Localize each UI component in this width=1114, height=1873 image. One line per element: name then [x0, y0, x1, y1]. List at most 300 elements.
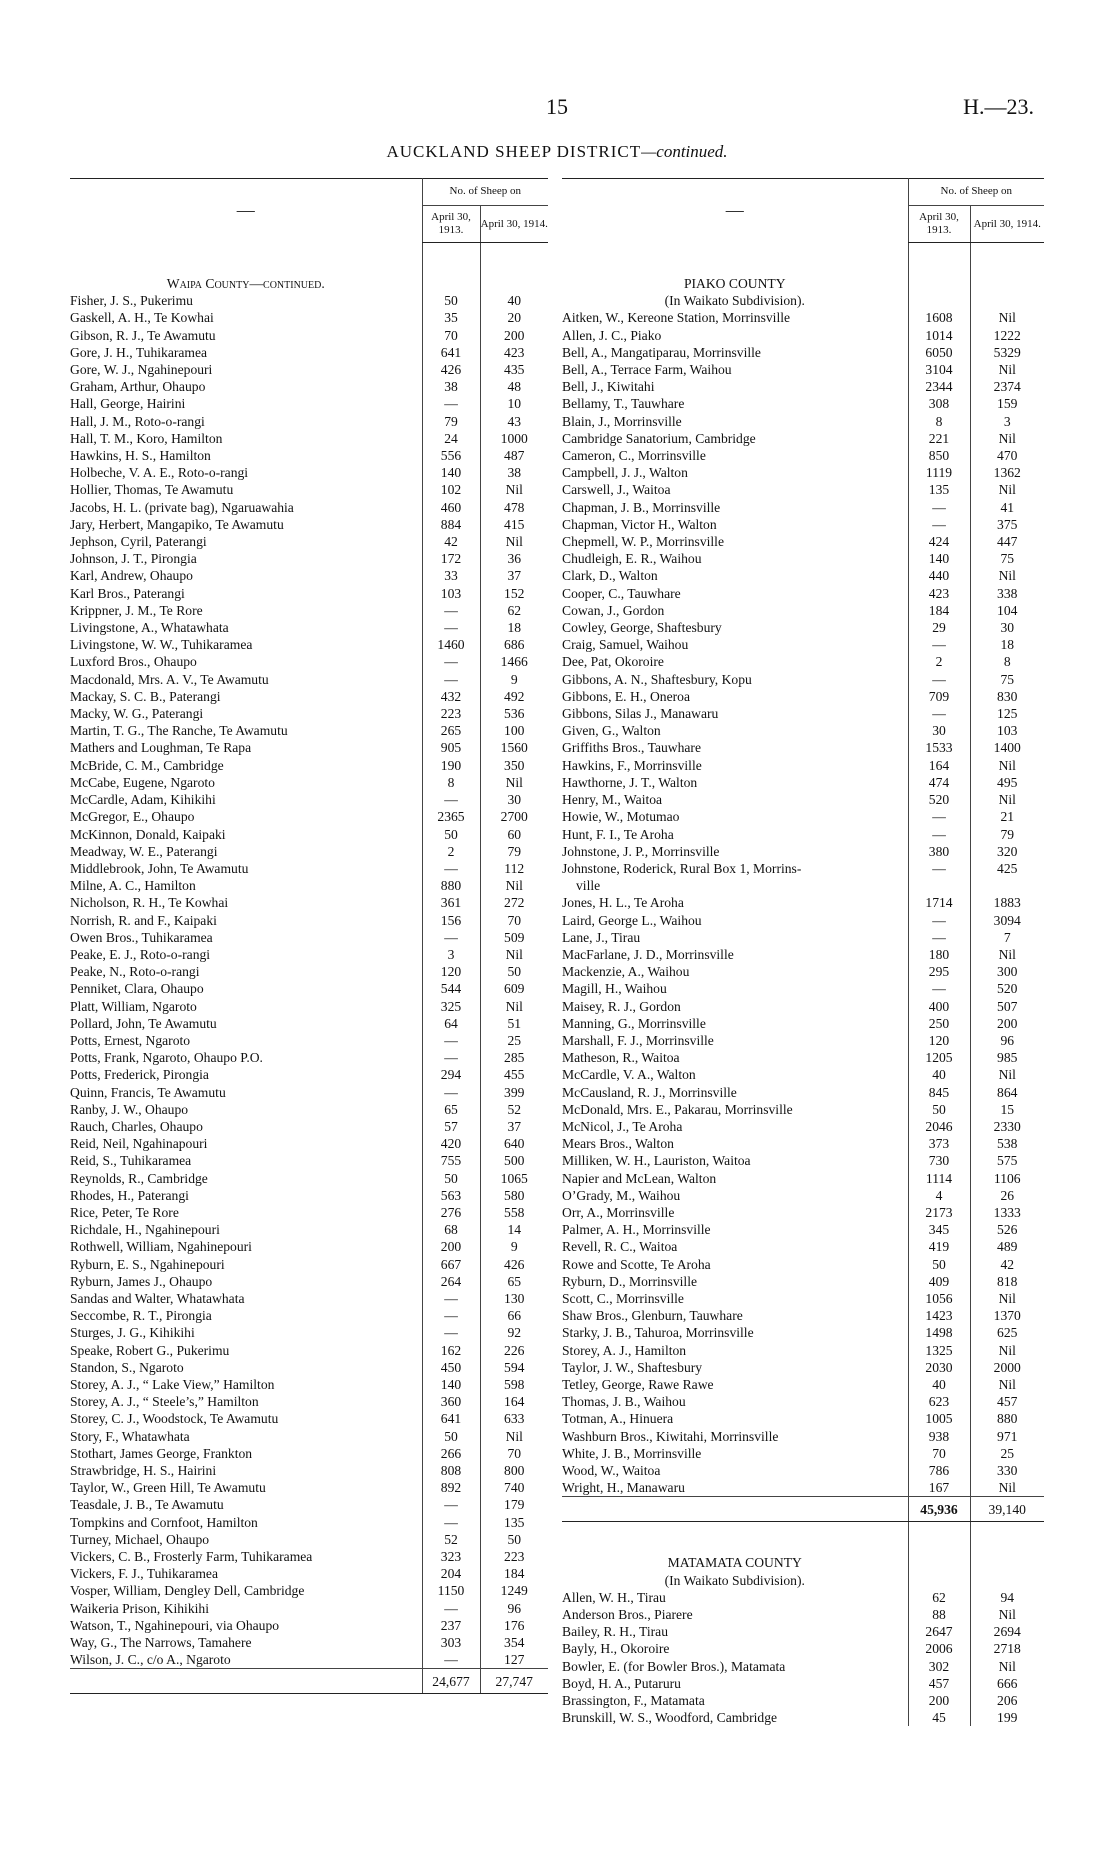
sheep-1913: 1460	[422, 636, 480, 653]
table-row	[70, 757, 548, 774]
sheep-1914: 880	[970, 1410, 1044, 1427]
table-row	[562, 1238, 1044, 1255]
table-row	[70, 1445, 548, 1462]
holder-name: Penniket, Clara, Ohaupo	[70, 981, 204, 997]
sheep-1913: 2006	[908, 1640, 970, 1657]
sheep-1914: 457	[970, 1393, 1044, 1410]
holder-name: Revell, R. C., Waitoa	[562, 1239, 678, 1255]
right-column	[562, 178, 1044, 1726]
table-row	[70, 1410, 548, 1427]
holder-name: Chapman, Victor H., Walton	[562, 516, 717, 532]
table-row	[70, 481, 548, 498]
table-row	[70, 843, 548, 860]
sheep-1914: Nil	[970, 567, 1044, 584]
table-row	[562, 1623, 1044, 1640]
sheep-1913: 709	[908, 688, 970, 705]
sheep-1913: —	[422, 791, 480, 808]
sheep-1914: 598	[480, 1376, 548, 1393]
sheep-1914: 20	[480, 309, 548, 326]
sheep-1913: 266	[422, 1445, 480, 1462]
sheep-1914: 447	[970, 533, 1044, 550]
holder-name: Middlebrook, John, Te Awamutu	[70, 860, 249, 876]
sheep-1914: Nil	[970, 1342, 1044, 1359]
sheep-1913: 62	[908, 1589, 970, 1606]
table-row	[562, 739, 1044, 756]
table-row	[562, 361, 1044, 378]
table-row	[70, 808, 548, 825]
sheep-1913: 1005	[908, 1410, 970, 1427]
sheep-1914: 509	[480, 929, 548, 946]
sheep-1913: 295	[908, 963, 970, 980]
sheep-1914: 1370	[970, 1307, 1044, 1324]
sheep-1914: 320	[970, 843, 1044, 860]
holder-name: Milne, A. C., Hamilton	[70, 878, 196, 894]
holder-name: Hawkins, F., Morrinsville	[562, 757, 702, 773]
holder-name: McBride, C. M., Cambridge	[70, 757, 224, 773]
sheep-1913: 360	[422, 1393, 480, 1410]
sheep-1914: Nil	[480, 1428, 548, 1445]
table-row	[70, 877, 548, 894]
sheep-1914: 38	[480, 464, 548, 481]
table-row	[70, 1152, 548, 1169]
holder-name: Peake, E. J., Roto-o-rangi	[70, 946, 211, 962]
sheep-1914: 399	[480, 1084, 548, 1101]
section-title-waipa: Waipa County—continued.	[166, 276, 325, 291]
sheep-1914: 62	[480, 602, 548, 619]
table-row	[70, 1342, 548, 1359]
sheep-1913: 641	[422, 344, 480, 361]
holder-name: Speake, Robert G., Pukerimu	[70, 1342, 230, 1358]
holder-name: Taylor, W., Green Hill, Te Awamutu	[70, 1480, 266, 1496]
sheep-1913: 164	[908, 757, 970, 774]
header-col-1914: April 30, 1914.	[480, 206, 548, 243]
holder-name: Hall, T. M., Koro, Hamilton	[70, 430, 223, 446]
holder-name: Nicholson, R. H., Te Kowhai	[70, 895, 229, 911]
sheep-1913: 79	[422, 413, 480, 430]
title-suffix: —continued.	[641, 142, 728, 161]
holder-name: Gaskell, A. H., Te Kowhai	[70, 310, 214, 326]
holder-name: Pollard, John, Te Awamutu	[70, 1015, 217, 1031]
table-row	[562, 1118, 1044, 1135]
sheep-1913: 50	[908, 1256, 970, 1273]
table-row	[562, 1221, 1044, 1238]
sheep-1914: 206	[970, 1692, 1044, 1709]
sheep-1913: 880	[422, 877, 480, 894]
holder-name: Sandas and Walter, Whatawhata	[70, 1290, 245, 1306]
table-row	[70, 1170, 548, 1187]
sheep-1913: 24	[422, 430, 480, 447]
sheep-1913: 2173	[908, 1204, 970, 1221]
sheep-1914: 478	[480, 499, 548, 516]
holder-name: Cooper, C., Tauwhare	[562, 585, 681, 601]
table-row	[562, 791, 1044, 808]
table-row	[562, 1709, 1044, 1726]
holder-name: Johnstone, J. P., Morrinsville	[562, 843, 720, 859]
table-row	[70, 912, 548, 929]
sheep-1913: —	[908, 929, 970, 946]
sheep-1913: 2365	[422, 808, 480, 825]
sheep-1913: 140	[422, 1376, 480, 1393]
sheep-1913: 38	[422, 378, 480, 395]
sheep-1914: 41	[970, 499, 1044, 516]
sheep-1914: 2000	[970, 1359, 1044, 1376]
table-row	[70, 860, 548, 877]
holder-name: Brunskill, W. S., Woodford, Cambridge	[562, 1710, 778, 1726]
table-row	[70, 413, 548, 430]
sheep-1914: 455	[480, 1066, 548, 1083]
sheep-1913: 135	[908, 481, 970, 498]
sheep-1914: 1249	[480, 1582, 548, 1599]
holder-name: Ryburn, E. S., Ngahinepouri	[70, 1256, 225, 1272]
sheep-1913: —	[422, 671, 480, 688]
table-row	[562, 1675, 1044, 1692]
header-group: No. of Sheep on	[908, 179, 1044, 206]
sheep-1914: Nil	[970, 757, 1044, 774]
table-row	[562, 1359, 1044, 1376]
sheep-1913: —	[422, 1324, 480, 1341]
table-row	[70, 1651, 548, 1669]
sheep-1913: —	[422, 1307, 480, 1324]
sheep-1914: 48	[480, 378, 548, 395]
sheep-1914: 2374	[970, 378, 1044, 395]
holder-name: Macky, W. G., Paterangi	[70, 706, 204, 722]
sheep-1913: 400	[908, 998, 970, 1015]
table-row	[70, 980, 548, 997]
sheep-1913: 200	[422, 1238, 480, 1255]
sheep-1914: Nil	[480, 774, 548, 791]
section-subtitle-piako: (In Waikato Subdivision).	[664, 293, 805, 309]
piako-table-body	[562, 243, 1044, 1497]
sheep-1914: Nil	[970, 361, 1044, 378]
holder-name: Taylor, J. W., Shaftesbury	[562, 1359, 703, 1375]
sheep-1913: 140	[422, 464, 480, 481]
sheep-1914: 1400	[970, 739, 1044, 756]
holder-name: Chudleigh, E. R., Waihou	[562, 551, 702, 567]
sheep-1913: 380	[908, 843, 970, 860]
table-row	[70, 602, 548, 619]
sheep-1914	[970, 877, 1044, 894]
table-row	[70, 344, 548, 361]
table-row	[562, 1135, 1044, 1152]
waipa-total-1913: 24,677	[422, 1669, 480, 1694]
holder-name: Reynolds, R., Cambridge	[70, 1170, 208, 1186]
holder-name: Washburn Bros., Kiwitahi, Morrinsville	[562, 1428, 779, 1444]
sheep-1913: 1608	[908, 309, 970, 326]
sheep-1914: 164	[480, 1393, 548, 1410]
table-row	[70, 1462, 548, 1479]
sheep-1914: 435	[480, 361, 548, 378]
sheep-1914: 350	[480, 757, 548, 774]
sheep-1914: Nil	[480, 998, 548, 1015]
table-row	[70, 378, 548, 395]
sheep-1913: 420	[422, 1135, 480, 1152]
sheep-1914: 36	[480, 550, 548, 567]
holder-name: Scott, C., Morrinsville	[562, 1290, 684, 1306]
sheep-1914: 75	[970, 671, 1044, 688]
sheep-1913: 250	[908, 1015, 970, 1032]
table-row	[70, 705, 548, 722]
sheep-1914: 338	[970, 585, 1044, 602]
holder-name: Gibbons, E. H., Oneroa	[562, 688, 690, 704]
sheep-1914: 79	[480, 843, 548, 860]
holder-name: Carswell, J., Waitoa	[562, 482, 671, 498]
holder-name: Krippner, J. M., Te Rore	[70, 602, 203, 618]
holder-name: Seccombe, R. T., Pirongia	[70, 1308, 212, 1324]
sheep-1914: 70	[480, 1445, 548, 1462]
holder-name: Thomas, J. B., Waihou	[562, 1394, 686, 1410]
table-row	[70, 516, 548, 533]
sheep-1913: 30	[908, 722, 970, 739]
holder-name: Shaw Bros., Glenburn, Tauwhare	[562, 1308, 743, 1324]
table-row	[70, 1015, 548, 1032]
sheep-1914: 96	[970, 1032, 1044, 1049]
sheep-1913: —	[422, 860, 480, 877]
table-row	[562, 327, 1044, 344]
table-row	[562, 1410, 1044, 1427]
table-row	[562, 447, 1044, 464]
table-row	[562, 619, 1044, 636]
table-row	[562, 395, 1044, 412]
table-row	[70, 1565, 548, 1582]
holder-name: Cowley, George, Shaftesbury	[562, 620, 722, 636]
table-row	[70, 1066, 548, 1083]
table-row	[562, 499, 1044, 516]
holder-name: Stothart, James George, Frankton	[70, 1445, 253, 1461]
holder-name: Magill, H., Waihou	[562, 981, 667, 997]
sheep-1913: 905	[422, 739, 480, 756]
sheep-1913: 440	[908, 567, 970, 584]
header-col-1913: April 30, 1913.	[422, 206, 480, 243]
table-row	[70, 1531, 548, 1548]
sheep-1914: 25	[480, 1032, 548, 1049]
sheep-1913: —	[422, 1496, 480, 1513]
sheep-1914: 223	[480, 1548, 548, 1565]
table-row	[562, 826, 1044, 843]
sheep-1913: 4	[908, 1187, 970, 1204]
table-row	[562, 378, 1044, 395]
sheep-1913: 3	[422, 946, 480, 963]
table-row	[70, 1187, 548, 1204]
holder-name: McNicol, J., Te Aroha	[562, 1118, 683, 1134]
table-row	[562, 1589, 1044, 1606]
holder-name: Cameron, C., Morrinsville	[562, 448, 706, 464]
holder-name: Bell, J., Kiwitahi	[562, 379, 655, 395]
holder-name: Sturges, J. G., Kihikihi	[70, 1325, 195, 1341]
sheep-1913: 303	[422, 1634, 480, 1651]
sheep-1913: —	[908, 705, 970, 722]
sheep-1914: Nil	[480, 946, 548, 963]
table-row	[70, 1101, 548, 1118]
holder-name: O’Grady, M., Waihou	[562, 1187, 681, 1203]
holder-name: Tetley, George, Rawe Rawe	[562, 1377, 714, 1392]
sheep-1914: 558	[480, 1204, 548, 1221]
sheep-1913: 302	[908, 1658, 970, 1675]
sheep-1914: 184	[480, 1565, 548, 1582]
table-row	[70, 1582, 548, 1599]
piako-total-1914: 39,140	[970, 1497, 1044, 1522]
table-row	[70, 1290, 548, 1307]
holder-name: Ranby, J. W., Ohaupo	[70, 1101, 189, 1117]
sheep-1913: —	[908, 980, 970, 997]
holder-name: Johnson, J. T., Pirongia	[70, 551, 197, 567]
table-row	[562, 516, 1044, 533]
page-number: 15	[546, 94, 568, 119]
holder-name: Palmer, A. H., Morrinsville	[562, 1222, 711, 1238]
header-group: No. of Sheep on	[422, 179, 548, 206]
holder-name: Gibbons, Silas J., Manawaru	[562, 706, 719, 722]
holder-name: Hall, J. M., Roto-o-rangi	[70, 413, 205, 429]
table-row	[70, 1221, 548, 1238]
sheep-1913: 450	[422, 1359, 480, 1376]
sheep-1913: 2647	[908, 1623, 970, 1640]
sheep-1913: 29	[908, 619, 970, 636]
holder-name: Potts, Ernest, Ngaroto	[70, 1032, 191, 1048]
table-row	[562, 602, 1044, 619]
holder-name: Howie, W., Motumao	[562, 809, 680, 825]
sheep-1914: 2694	[970, 1623, 1044, 1640]
sheep-1914: 985	[970, 1049, 1044, 1066]
sheep-1913: 323	[422, 1548, 480, 1565]
table-row	[562, 1049, 1044, 1066]
sheep-1913: 294	[422, 1066, 480, 1083]
holder-name: Reid, S., Tuhikaramea	[70, 1153, 192, 1169]
sheep-1913: 3104	[908, 361, 970, 378]
table-row	[562, 929, 1044, 946]
holder-name: Gibson, R. J., Te Awamutu	[70, 327, 216, 343]
holder-name: Hunt, F. I., Te Aroha	[562, 826, 674, 842]
sheep-1914: 21	[970, 808, 1044, 825]
holder-name: Rhodes, H., Paterangi	[70, 1187, 189, 1203]
holder-name: Henry, M., Waitoa	[562, 792, 663, 808]
table-row	[70, 1359, 548, 1376]
holder-name: Anderson Bros., Piarere	[562, 1607, 693, 1623]
table-row	[70, 619, 548, 636]
sheep-1914: 200	[480, 327, 548, 344]
sheep-1913: 68	[422, 1221, 480, 1238]
table-row	[562, 1170, 1044, 1187]
table-row	[562, 1445, 1044, 1462]
table-row	[70, 929, 548, 946]
holder-name: Brassington, F., Matamata	[562, 1693, 705, 1709]
table-row	[70, 430, 548, 447]
sheep-1914: 100	[480, 722, 548, 739]
table-row	[562, 567, 1044, 584]
table-row	[562, 1342, 1044, 1359]
holder-name: McCausland, R. J., Morrinsville	[562, 1084, 737, 1100]
sheep-1913: —	[908, 808, 970, 825]
holder-name: Bell, A., Mangatiparau, Morrinsville	[562, 344, 761, 360]
sheep-1913: 1150	[422, 1582, 480, 1599]
sheep-1914: 50	[480, 963, 548, 980]
sheep-1913: —	[908, 912, 970, 929]
sheep-1913: —	[908, 516, 970, 533]
table-row	[70, 671, 548, 688]
sheep-1914: 633	[480, 1410, 548, 1427]
table-row	[70, 309, 548, 326]
table-row	[70, 1204, 548, 1221]
holder-name: Jary, Herbert, Mangapiko, Te Awamutu	[70, 516, 284, 532]
sheep-1914: 43	[480, 413, 548, 430]
sheep-1914: 9	[480, 1238, 548, 1255]
table-row	[562, 636, 1044, 653]
sheep-1913: 64	[422, 1015, 480, 1032]
section-subtitle-matamata: (In Waikato Subdivision).	[664, 1572, 805, 1588]
sheep-1914: Nil	[970, 309, 1044, 326]
table-row	[562, 963, 1044, 980]
sheep-1913: 1533	[908, 739, 970, 756]
sheep-1914: 7	[970, 929, 1044, 946]
sheep-1913: —	[422, 1049, 480, 1066]
table-row	[70, 567, 548, 584]
sheep-1914: 94	[970, 1589, 1044, 1606]
table-row	[562, 1428, 1044, 1445]
table-row	[70, 292, 548, 309]
sheep-1914: 2330	[970, 1118, 1044, 1135]
waipa-total-1914: 27,747	[480, 1669, 548, 1694]
table-row	[562, 894, 1044, 911]
table-row	[562, 1084, 1044, 1101]
sheep-1913: 1014	[908, 327, 970, 344]
sheep-1914: 79	[970, 826, 1044, 843]
table-row	[70, 774, 548, 791]
holder-name: McCardle, V. A., Walton	[562, 1067, 696, 1083]
sheep-1914: 1466	[480, 653, 548, 670]
table-row	[562, 1462, 1044, 1479]
holder-name: Platt, William, Ngaroto	[70, 998, 197, 1014]
table-row	[562, 1273, 1044, 1290]
sheep-1914: 127	[480, 1651, 548, 1669]
table-row	[70, 791, 548, 808]
table-row	[70, 998, 548, 1015]
page-title	[0, 142, 1114, 162]
sheep-1913: 167	[908, 1479, 970, 1497]
table-row	[70, 826, 548, 843]
table-row	[70, 1548, 548, 1565]
table-row	[562, 430, 1044, 447]
table-row	[562, 344, 1044, 361]
table-row	[562, 774, 1044, 791]
holder-name: Mathers and Loughman, Te Rapa	[70, 740, 252, 756]
sheep-1913: 65	[422, 1101, 480, 1118]
table-row	[562, 1187, 1044, 1204]
holder-name: Maisey, R. J., Gordon	[562, 998, 681, 1014]
sheep-1913: —	[422, 1032, 480, 1049]
holder-name: Peake, N., Roto-o-rangi	[70, 964, 200, 980]
holder-name: Matheson, R., Waitoa	[562, 1050, 680, 1066]
sheep-1914: 70	[480, 912, 548, 929]
holder-name: Hawkins, H. S., Hamilton	[70, 448, 211, 464]
holder-name: Aitken, W., Kereone Station, Morrinsville	[562, 310, 791, 326]
holder-name: Hall, George, Hairini	[70, 396, 186, 412]
sheep-1913: 50	[422, 1170, 480, 1187]
sheep-1913: —	[422, 1084, 480, 1101]
sheep-1914: 2718	[970, 1640, 1044, 1657]
sheep-1913: 474	[908, 774, 970, 791]
sheep-1914: 507	[970, 998, 1044, 1015]
sheep-1913: 325	[422, 998, 480, 1015]
sheep-1914: 66	[480, 1307, 548, 1324]
holder-name: McCardle, Adam, Kihikihi	[70, 792, 216, 808]
header-col-1914: April 30, 1914.	[970, 206, 1044, 243]
sheep-1913: 264	[422, 1273, 480, 1290]
sheep-1913: 938	[908, 1428, 970, 1445]
sheep-1913: 140	[908, 550, 970, 567]
holder-name: Jephson, Cyril, Paterangi	[70, 534, 207, 550]
sheep-1913: 2344	[908, 378, 970, 395]
sheep-1913: 845	[908, 1084, 970, 1101]
table-row	[562, 1658, 1044, 1675]
sheep-1913: 1205	[908, 1049, 970, 1066]
